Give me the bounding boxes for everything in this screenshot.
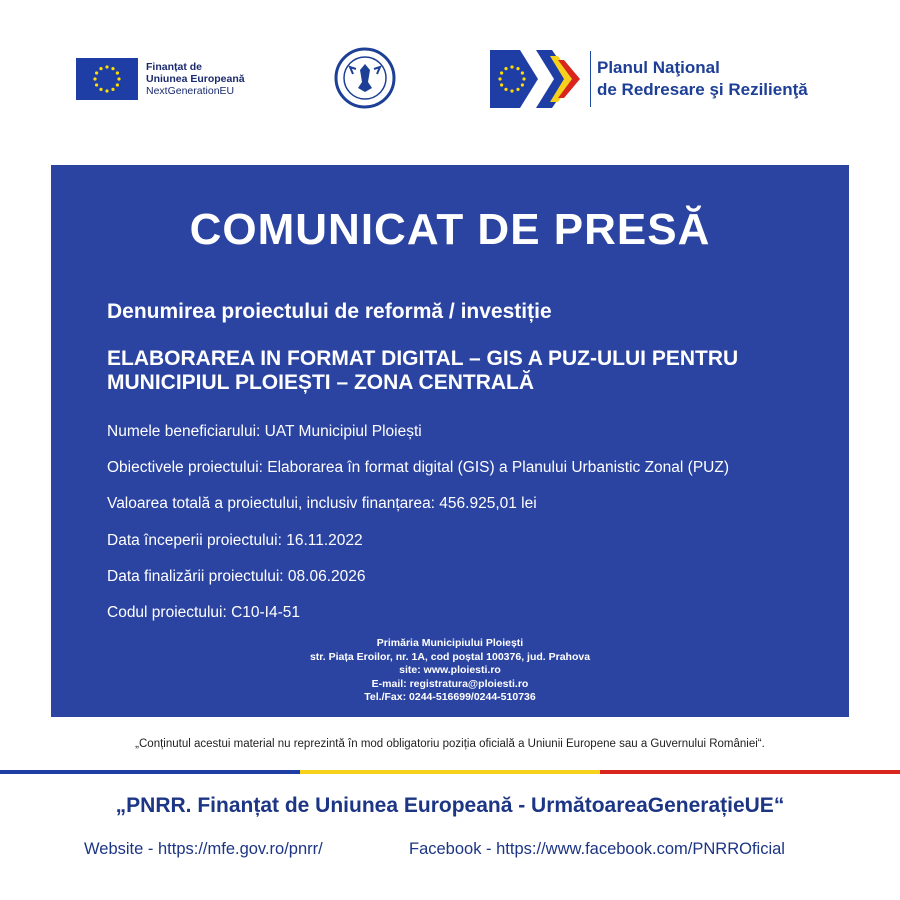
- stripe-blue: [0, 770, 300, 774]
- objectives-line: Obiectivele proiectului: Elaborarea în format digital (GIS) a Planului Urbanistic Zonal (PUZ): [107, 459, 729, 476]
- press-release-panel: [51, 165, 849, 717]
- contact-phone: Tel./Fax: 0244-516699/0244-510736: [364, 691, 536, 703]
- pnrr-arrows-icon: [490, 50, 586, 108]
- value-line: Valoarea totală a proiectului, inclusiv finanțarea: 456.925,01 lei: [107, 495, 537, 512]
- pnrr-divider: [590, 51, 591, 107]
- pnrr-title: Planul Naţional de Redresare şi Rezilienţă: [597, 58, 808, 99]
- stripe-yellow: [300, 770, 600, 774]
- guvernul-romaniei-seal-icon: [334, 47, 396, 109]
- end-date-line: Data finalizării proiectului: 08.06.2026: [107, 568, 366, 585]
- contact-address: str. Piața Eroilor, nr. 1A, cod poștal 100376, jud. Prahova: [309, 650, 591, 663]
- eu-funding-logo: [76, 58, 245, 100]
- contact-email[interactable]: E-mail: registratura@ploiesti.ro: [371, 677, 529, 690]
- contact-block: [51, 637, 849, 705]
- stripe-red: [600, 770, 900, 774]
- project-label: Denumirea proiectului de reformă / investiție: [107, 300, 552, 323]
- website-link[interactable]: Website - https://mfe.gov.ro/pnrr/: [84, 840, 323, 858]
- facebook-link[interactable]: Facebook - https://www.facebook.com/PNRROficial: [409, 840, 785, 858]
- start-date-line: Data începerii proiectului: 16.11.2022: [107, 532, 363, 549]
- slogan: „PNRR. Finanțat de Uniunea Europeană - UrmătoareaGenerațieUE“: [115, 794, 785, 817]
- pnrr-logo: [490, 50, 808, 108]
- project-code-line: Codul proiectului: C10-I4-51: [107, 604, 300, 621]
- beneficiary-line: Numele beneficiarului: UAT Municipiul Ploiești: [107, 423, 422, 440]
- disclaimer: „Conținutul acestui material nu reprezintă în mod obligatoriu poziția oficială a Uniunii Europene sau a Guvernului României“.: [135, 738, 765, 750]
- eu-funding-text: Finanțat de Uniunea Europeană NextGenerationEU: [146, 61, 245, 97]
- page-title: COMUNICAT DE PRESĂ: [189, 205, 711, 254]
- contact-site[interactable]: site: www.ploiesti.ro: [399, 664, 501, 676]
- project-title: ELABORAREA IN FORMAT DIGITAL – GIS A PUZ-ULUI PENTRU MUNICIPIUL PLOIEȘTI – ZONA CENTRALĂ: [107, 347, 739, 394]
- eu-flag-icon: [76, 58, 138, 100]
- logo-bar: [0, 0, 900, 140]
- contact-name: Primăria Municipiului Ploiești: [376, 637, 524, 649]
